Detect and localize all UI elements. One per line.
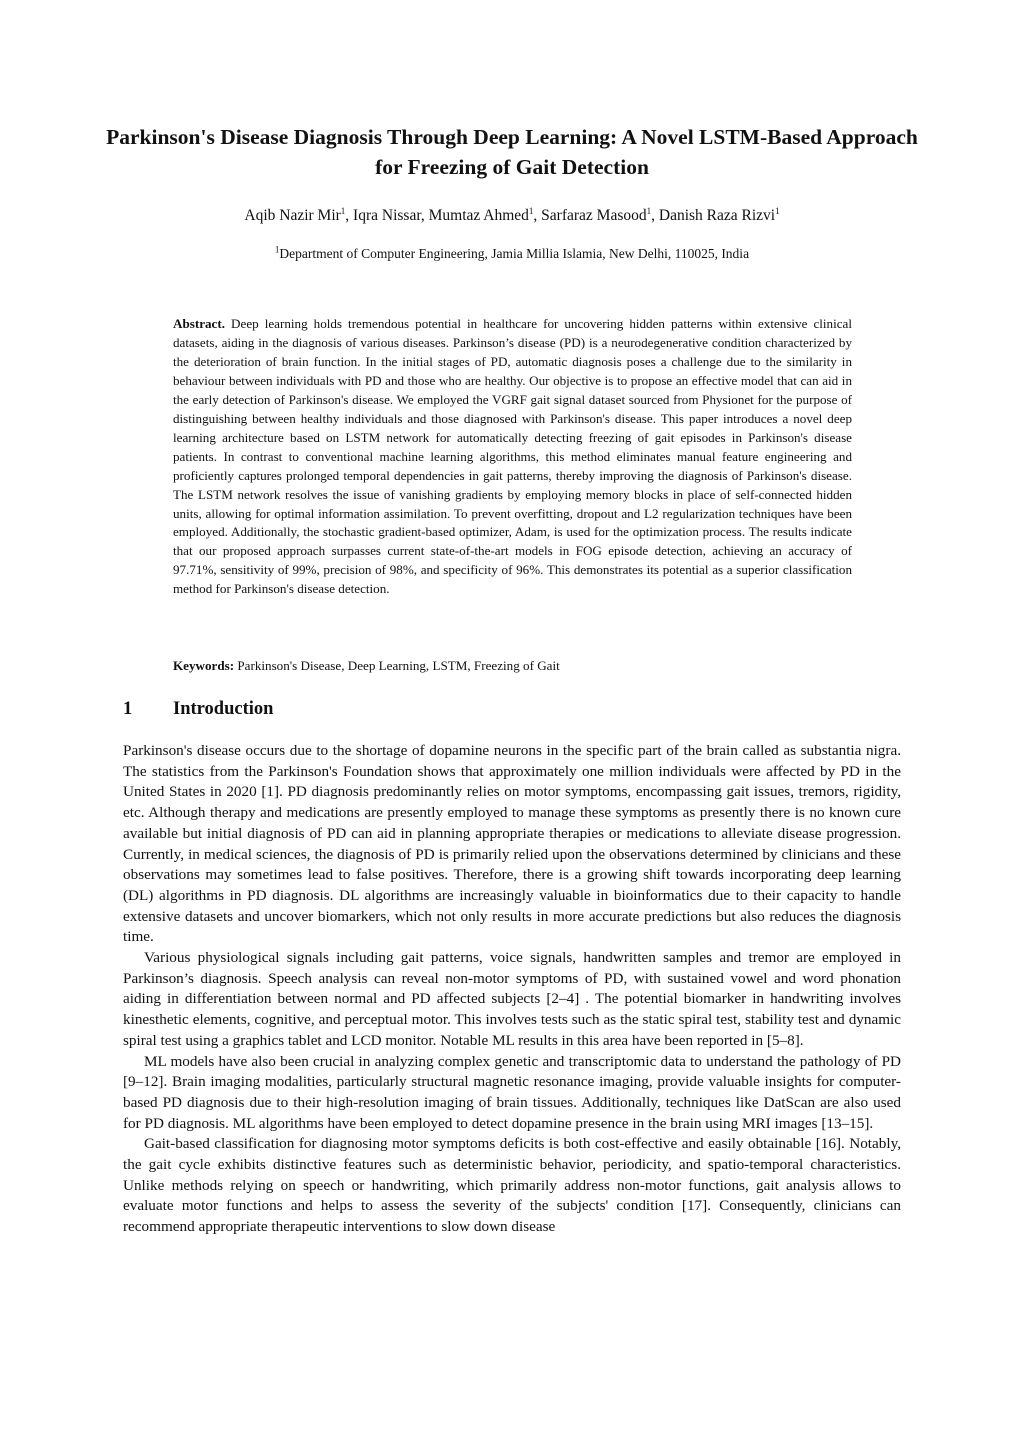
affiliation-mark: 1 bbox=[775, 205, 780, 216]
abstract-text: Deep learning holds tremendous potential in healthcare for uncovering hidden patterns within extensive clinical datasets, aiding in the diagnosis of various diseases. Parkinson’s disease (PD) is a neurodegenerative condition characterized by the deterioration of brain function. In the initial stages of PD, automatic diagnosis poses a challenge due to the similarity in behaviour between individuals with PD and those who are healthy. Our objective is to propose an effective model that can aid in the early detection of Parkinson's disease. We employed the VGRF gait signal dataset sourced from Physionet for the purpose of distinguishing between healthy individuals and those diagnosed with Parkinson's disease. This paper introduces a novel deep learning architecture based on LSTM network for automatically detecting freezing of gait episodes in Parkinson's disease patients. In contrast to conventional machine learning algorithms, this method eliminates manual feature engineering and proficiently captures prolonged temporal dependencies in gait patterns, thereby improving the diagnosis of Parkinson's disease. The LSTM network resolves the issue of vanishing gradients by employing memory blocks in place of self-connected hidden units, allowing for optimal information assimilation. To prevent overfitting, dropout and L2 regularization techniques have been employed. Additionally, the stochastic gradient-based optimizer, Adam, is used for the optimization process. The results indicate that our proposed approach surpasses current state-of-the-art models in FOG episode detection, achieving an accuracy of 97.71%, sensitivity of 99%, precision of 98%, and specificity of 96%. This demonstrates its potential as a superior classification method for Parkinson's disease detection. bbox=[173, 316, 853, 597]
section-heading bbox=[123, 696, 903, 722]
author-name: Danish Raza Rizvi bbox=[658, 207, 776, 224]
affiliation-mark: 1 bbox=[646, 205, 652, 216]
paper-title: Parkinson's Disease Diagnosis Through Deep Learning: A Novel LSTM-Based Approach for Freezing of Gait Detection bbox=[106, 125, 918, 179]
affiliation-text: Department of Computer Engineering, Jamia Millia Islamia, New Delhi, 110025, India bbox=[279, 246, 750, 261]
affiliation bbox=[100, 244, 924, 264]
affiliation-mark: 1 bbox=[274, 244, 280, 255]
affiliation-mark: 1 bbox=[340, 205, 346, 216]
body-paragraph: Various physiological signals including gait patterns, voice signals, handwritten samples and tremor are employed in Parkinson’s diagnosis. Speech analysis can reveal non-motor symptoms of PD, with sustained vowel and word phonation aiding in differentiation between normal and PD affected subjects [2–4] . The potential biomarker in handwriting involves kinesthetic elements, cognitive, and perceptual motor. This involves tests such as the static spiral test, stability test and dynamic spiral test using a graphics tablet and LCD monitor. Notable ML results in this area have been reported in [5–8]. bbox=[123, 949, 901, 1049]
author-separator: , bbox=[345, 207, 354, 224]
keywords-text: Parkinson's Disease, Deep Learning, LSTM, Freezing of Gait bbox=[237, 658, 560, 673]
author-list bbox=[100, 205, 924, 227]
section-body bbox=[123, 741, 901, 1238]
body-paragraph: ML models have also been crucial in analyzing complex genetic and transcriptomic data to understand the pathology of PD [9–12]. Brain imaging modalities, particularly structural magnetic resonance imaging, provide valuable insights for computer-based PD diagnosis due to their high-resolution imaging of brain tissues. Additionally, techniques like DatScan are also used for PD diagnosis. ML algorithms have been employed to detect dopamine presence in the brain using MRI images [13–15]. bbox=[123, 1052, 901, 1132]
author-name: Iqra Nissar bbox=[353, 207, 421, 224]
body-paragraph: Parkinson's disease occurs due to the shortage of dopamine neurons in the specific part of the brain called as substantia nigra. The statistics from the Parkinson's Foundation shows that approximately one million individuals were affected by PD in the United States in 2020 [1]. PD diagnosis predominantly relies on motor symptoms, encompassing gait issues, tremors, rigidity, etc. Although therapy and medications are presently employed to manage these symptoms as presently there is no known cure available but initial diagnosis of PD can aid in planning appropriate therapies or medications to alleviate disease progression. Currently, in medical sciences, the diagnosis of PD is primarily relied upon the observations determined by clinicians and these observations may sometimes lead to false positives. Therefore, there is a growing shift towards incorporating deep learning (DL) algorithms in PD diagnosis. DL algorithms are increasingly valuable in bioinformatics due to their capacity to handle extensive datasets and uncover biomarkers, which not only results in more accurate predictions but also reduces the diagnosis time. bbox=[123, 742, 901, 946]
abstract-label: Abstract. bbox=[173, 316, 225, 331]
keywords-label: Keywords: bbox=[173, 658, 235, 673]
affiliation-mark: 1 bbox=[528, 205, 534, 216]
abstract bbox=[173, 315, 852, 599]
keywords bbox=[173, 656, 852, 675]
author-separator: , bbox=[651, 207, 659, 224]
author-name: Aqib Nazir Mir bbox=[244, 207, 341, 224]
section-title: Introduction bbox=[173, 699, 274, 719]
author-name: Mumtaz Ahmed bbox=[428, 207, 529, 224]
section-number: 1 bbox=[123, 699, 133, 719]
body-paragraph: Gait-based classification for diagnosing motor symptoms deficits is both cost-effective and easily obtainable [16]. Notably, the gait cycle exhibits distinctive features such as deterministic behavior, periodicity, and spatio-temporal characteristics. Unlike methods relying on speech or handwriting, which primarily address non-motor functions, gait analysis allows to evaluate motor functions and helps to assess the severity of the subjects' condition [17]. Consequently, clinicians can recommend appropriate therapeutic interventions to slow down disease bbox=[123, 1135, 901, 1236]
author-name: Sarfaraz Masood bbox=[541, 207, 647, 224]
author-separator: , bbox=[533, 207, 542, 224]
author-separator: , bbox=[420, 207, 429, 224]
